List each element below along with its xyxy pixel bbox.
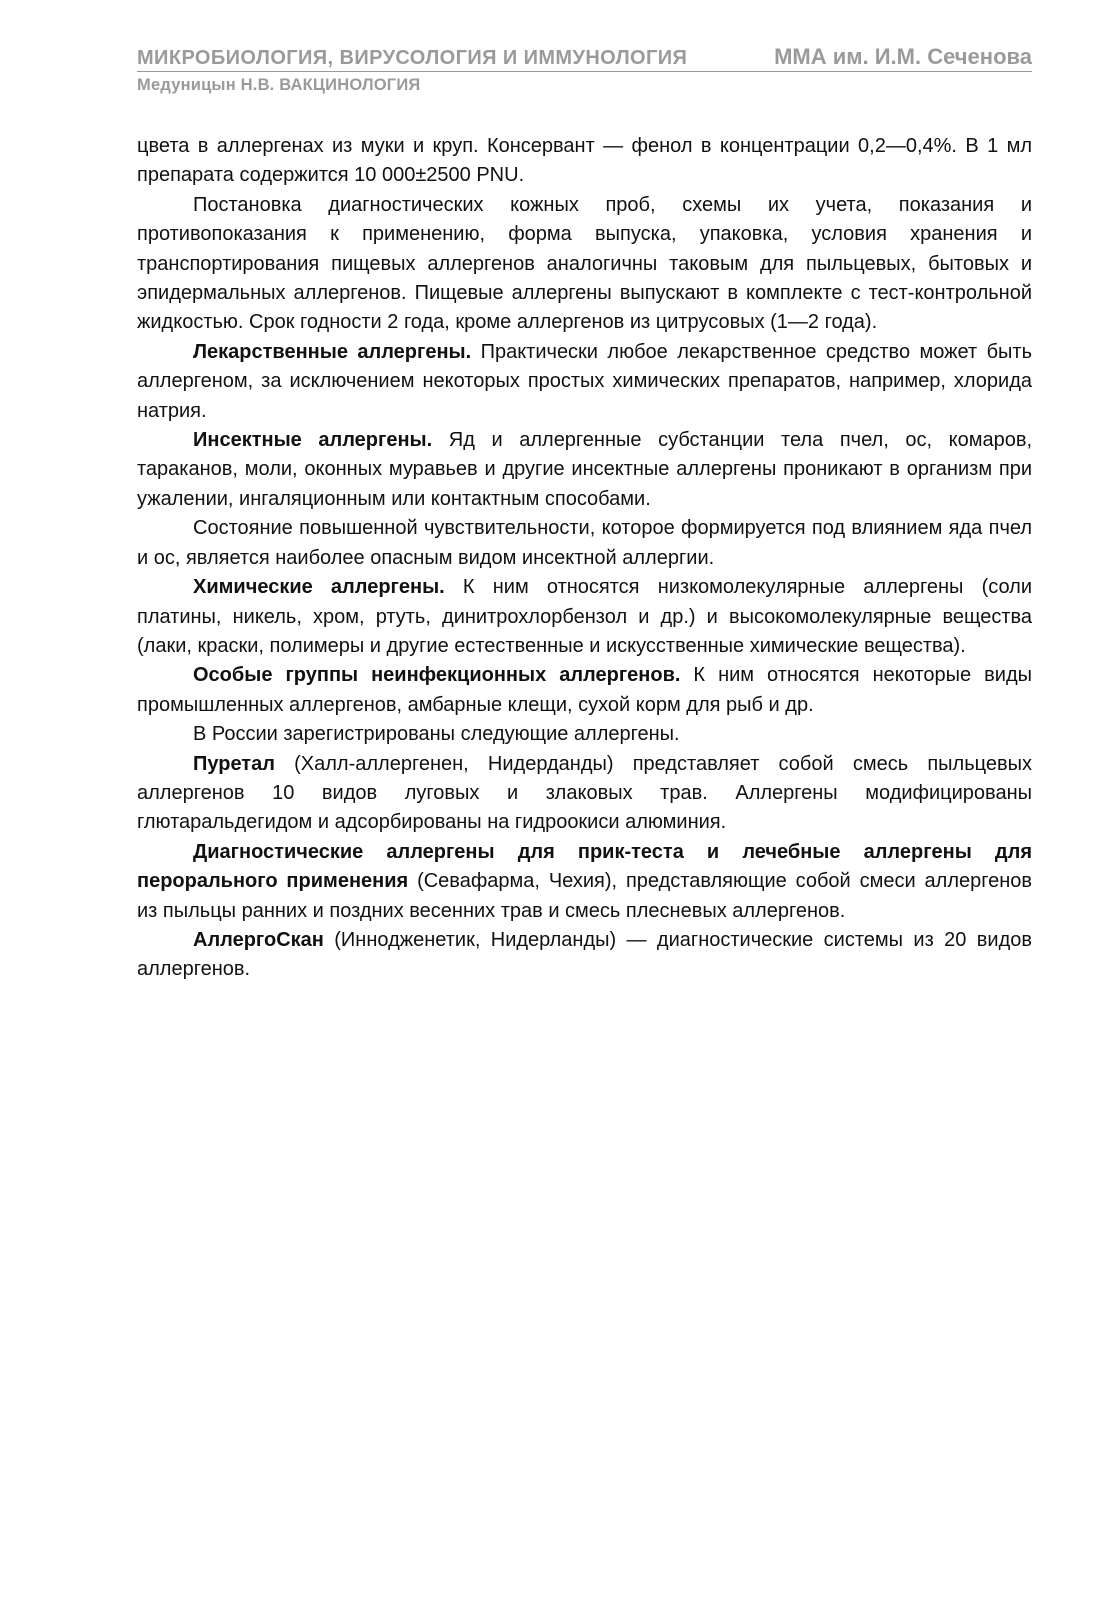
paragraph-continuation [137,132,1032,191]
paragraph-text: Практически любое лекарственное средство может быть аллергеном, за исключением некоторых простых химических препаратов, например, хлорида натрия. [137,340,1032,422]
paragraph-special-groups [137,661,1032,720]
term-heading: Химические аллергены. [193,576,445,599]
paragraph-text: В России зарегистрированы следующие аллергены. [193,723,680,746]
paragraph-text: Постановка диагностических кожных проб, схемы их учета, показания и противопоказания к применению, форма выпуска, упаковка, условия хранения и транспортирования пищевых аллергенов аналогичны таковым для пыльцевых, бытовых и эпидермальных аллергенов. Пищевые аллергены выпускают в комплекте с тест-контрольной жидкостью. Срок годности 2 года, кроме аллергенов из цитрусовых (1—2 года). [137,193,1032,334]
paragraph-registered-russia [137,720,1032,749]
paragraph-text: (Иннодженетик, Нидерланды) — диагностические системы из 20 видов аллергенов. [137,928,1032,981]
header-subject-title: МИКРОБИОЛОГИЯ, ВИРУСОЛОГИЯ И ИММУНОЛОГИЯ [137,47,688,69]
paragraph-puretal [137,750,1032,838]
paragraph-diagnostic-tests [137,191,1032,338]
paragraph-prick-test [137,838,1032,926]
paragraph-text: К ним относятся некоторые виды промышленных аллергенов, амбарные клещи, сухой корм для рыб и др. [137,664,1032,716]
term-heading: Пуретал [193,752,275,775]
paragraph-allergoscan [137,926,1032,985]
header-book-subtitle: Медуницын Н.В. ВАКЦИНОЛОГИЯ [137,76,421,94]
term-heading: Особые группы неинфекционных аллергенов. [193,664,681,687]
page-body [137,132,1032,985]
paragraph-text: Яд и аллергенные субстанции тела пчел, ос, комаров, тараканов, моли, оконных муравьев и другие инсектные аллергены проникают в организм при ужалении, ингаляционным или контактным способами. [137,429,1033,510]
paragraph-drug-allergens [137,338,1032,426]
paragraph-text: К ним относятся низкомолекулярные аллергены (соли платины, никель, хром, ртуть, динитрохлорбензол и др.) и высокомолекулярные вещества (лаки, краски, полимеры и другие естественные и искусственные химические вещества). [137,576,1032,657]
paragraph-chemical-allergens [137,573,1032,661]
paragraph-hypersensitivity [137,514,1032,573]
term-heading: Диагностические аллергены для прик-теста и лечебные аллергены для перорального применения [137,840,1032,893]
paragraph-text: Состояние повышенной чувствительности, которое формируется под влиянием яда пчел и ос, является наиболее опасным видом инсектной аллергии. [137,517,1032,569]
paragraph-text: (Севафарма, Чехия), представляющие собой смеси аллергенов из пыльцы ранних и поздних весенних трав и смесь плесневых аллергенов. [137,870,1033,922]
term-heading: Лекарственные аллергены. [193,340,472,363]
term-heading: АллергоСкан [193,928,324,951]
term-heading: Инсектные аллергены. [193,429,433,452]
paragraph-insect-allergens [137,426,1032,514]
page-header [137,44,1032,95]
paragraph-text: (Халл-аллергенен, Нидерданды) представляет собой смесь пыльцевых аллергенов 10 видов луговых и злаковых трав. Аллергены модифицированы глютаральдегидом и адсорбированы на гидроокиси алюминия. [137,752,1032,834]
paragraph-text: цвета в аллергенах из муки и круп. Консервант — фенол в концентрации 0,2—0,4%. В 1 мл препарата содержится 10 000±2500 PNU. [137,135,1032,187]
header-row [137,44,1032,72]
header-institution: ММА им. И.М. Сеченова [774,44,1032,69]
